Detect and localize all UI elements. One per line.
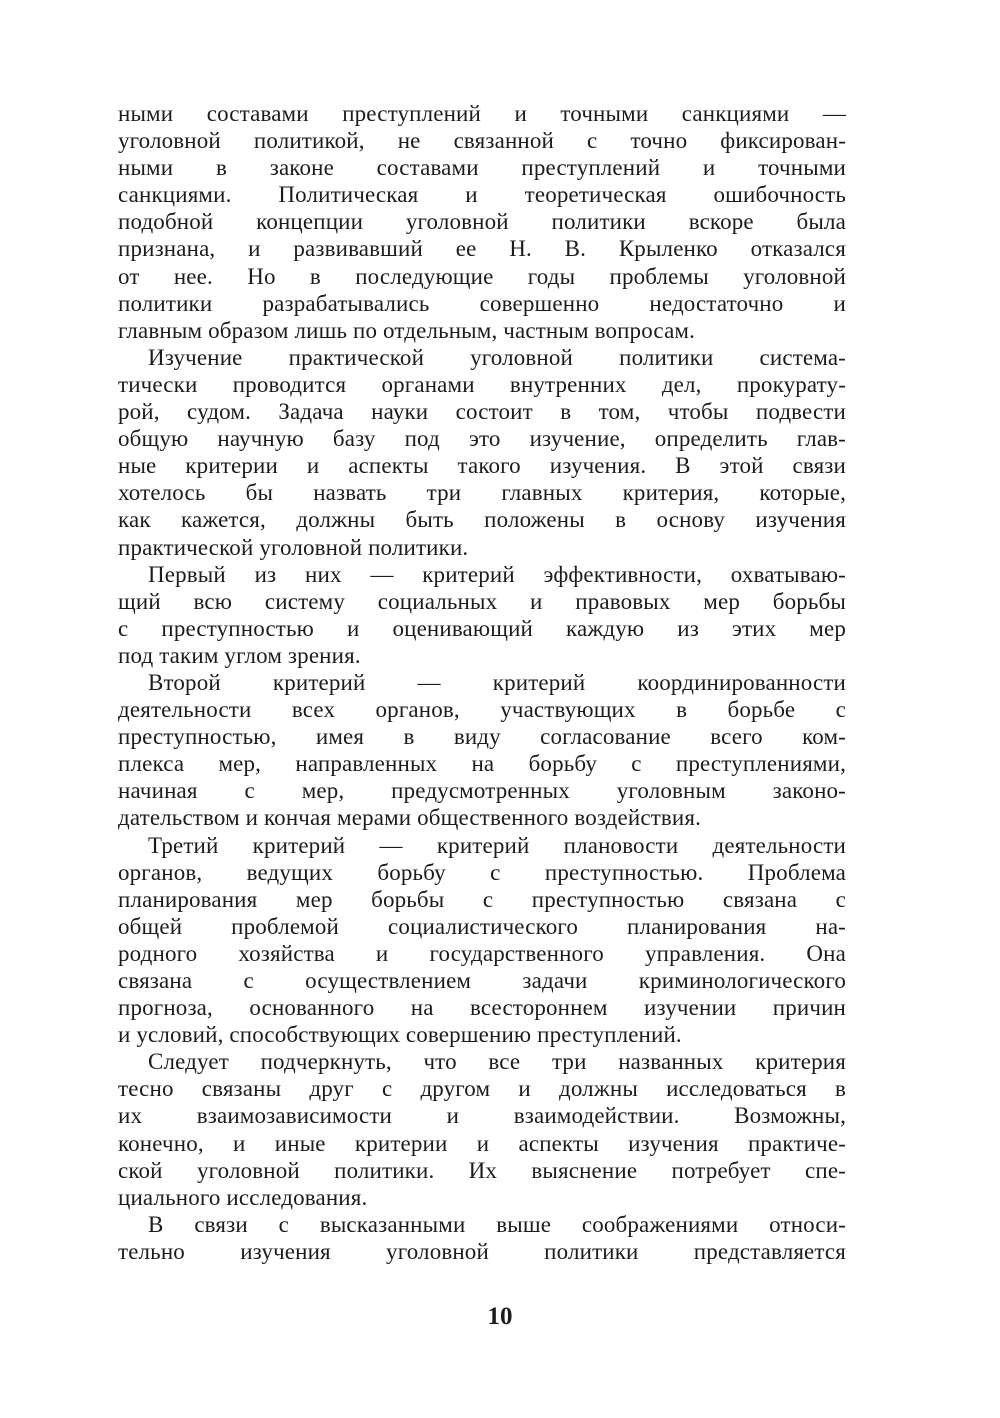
text-line: уголовной политикой, не связанной с точно фиксирован-: [118, 128, 846, 154]
text-line: прогноза, основанного на всестороннем изучении причин: [118, 995, 846, 1021]
text-line: тельно изучения уголовной политики представляется: [118, 1238, 846, 1264]
text-line: конечно, и иные критерии и аспекты изучения практиче-: [118, 1130, 846, 1156]
text-line: ными составами преступлений и точными санкциями —: [118, 101, 846, 126]
text-line: общую научную базу под это изучение, определить глав-: [118, 426, 846, 452]
text-line: практической уголовной политики.: [118, 534, 469, 560]
text-line: их взаимозависимости и взаимодействии. Возможны,: [118, 1103, 846, 1129]
page-number: 10: [487, 1303, 513, 1330]
text-line: Следует подчеркнуть, что все три названных критерия: [148, 1049, 846, 1075]
text-line: хотелось бы назвать три главных критерия, которые,: [118, 480, 846, 506]
text-line: дательством и кончая мерами общественного воздействия.: [118, 805, 701, 831]
text-line: планирования мер борьбы с преступностью связана с: [118, 886, 846, 912]
text-line: рой, судом. Задача науки состоит в том, чтобы подвести: [118, 399, 846, 425]
text-line: тически проводится органами внутренних дел, прокурату-: [118, 371, 846, 397]
text-line: преступностью, имея в виду согласование всего ком-: [118, 724, 846, 750]
text-line: и условий, способствующих совершению преступлений.: [118, 1022, 682, 1048]
text-line: признана, и развивавший ее Н. В. Крыленко отказался: [118, 236, 846, 262]
text-line: В связи с высказанными выше соображениями относи-: [148, 1211, 846, 1237]
text-line: органов, ведущих борьбу с преступностью. Проблема: [118, 859, 846, 885]
text-line: Второй критерий — критерий координированности: [148, 669, 846, 695]
text-line: ской уголовной политики. Их выяснение потребует спе-: [118, 1157, 846, 1183]
text-line: Первый из них — критерий эффективности, охватываю-: [148, 561, 846, 587]
text-line: с преступностью и оценивающий каждую из этих мер: [118, 615, 846, 641]
text-line: деятельности всех органов, участвующих в борьбе с: [118, 697, 846, 723]
text-line: под таким углом зрения.: [118, 642, 361, 668]
text-line: ными в законе составами преступлений и точными: [118, 155, 846, 181]
text-line: ные критерии и аспекты такого изучения. В этой связи: [118, 453, 846, 479]
text-line: политики разрабатывались совершенно недостаточно и: [118, 290, 846, 316]
text-line: главным образом лишь по отдельным, частным вопросам.: [118, 317, 696, 343]
text-line: Изучение практической уголовной политики система-: [148, 344, 846, 370]
text-line: плекса мер, направленных на борьбу с преступлениями,: [118, 751, 846, 777]
text-line: как кажется, должны быть положены в основу изучения: [118, 507, 846, 533]
text-line: начиная с мер, предусмотренных уголовным законо-: [118, 778, 846, 804]
text-line: санкциями. Политическая и теоретическая ошибочность: [118, 182, 846, 208]
text-line: связана с осуществлением задачи криминологического: [118, 968, 846, 993]
text-line: подобной концепции уголовной политики вскоре была: [118, 209, 846, 235]
text-line: от нее. Но в последующие годы проблемы уголовной: [118, 263, 846, 289]
text-line: Третий критерий — критерий плановости деятельности: [148, 832, 846, 858]
text-line: общей проблемой социалистического планирования на-: [118, 913, 846, 939]
body-text: [118, 100, 846, 1265]
text-line: щий всю систему социальных и правовых мер борьбы: [118, 588, 846, 614]
text-line: родного хозяйства и государственного управления. Она: [118, 940, 846, 966]
text-line: тесно связаны друг с другом и должны исследоваться в: [118, 1076, 846, 1102]
text-line: циального исследования.: [118, 1184, 368, 1210]
